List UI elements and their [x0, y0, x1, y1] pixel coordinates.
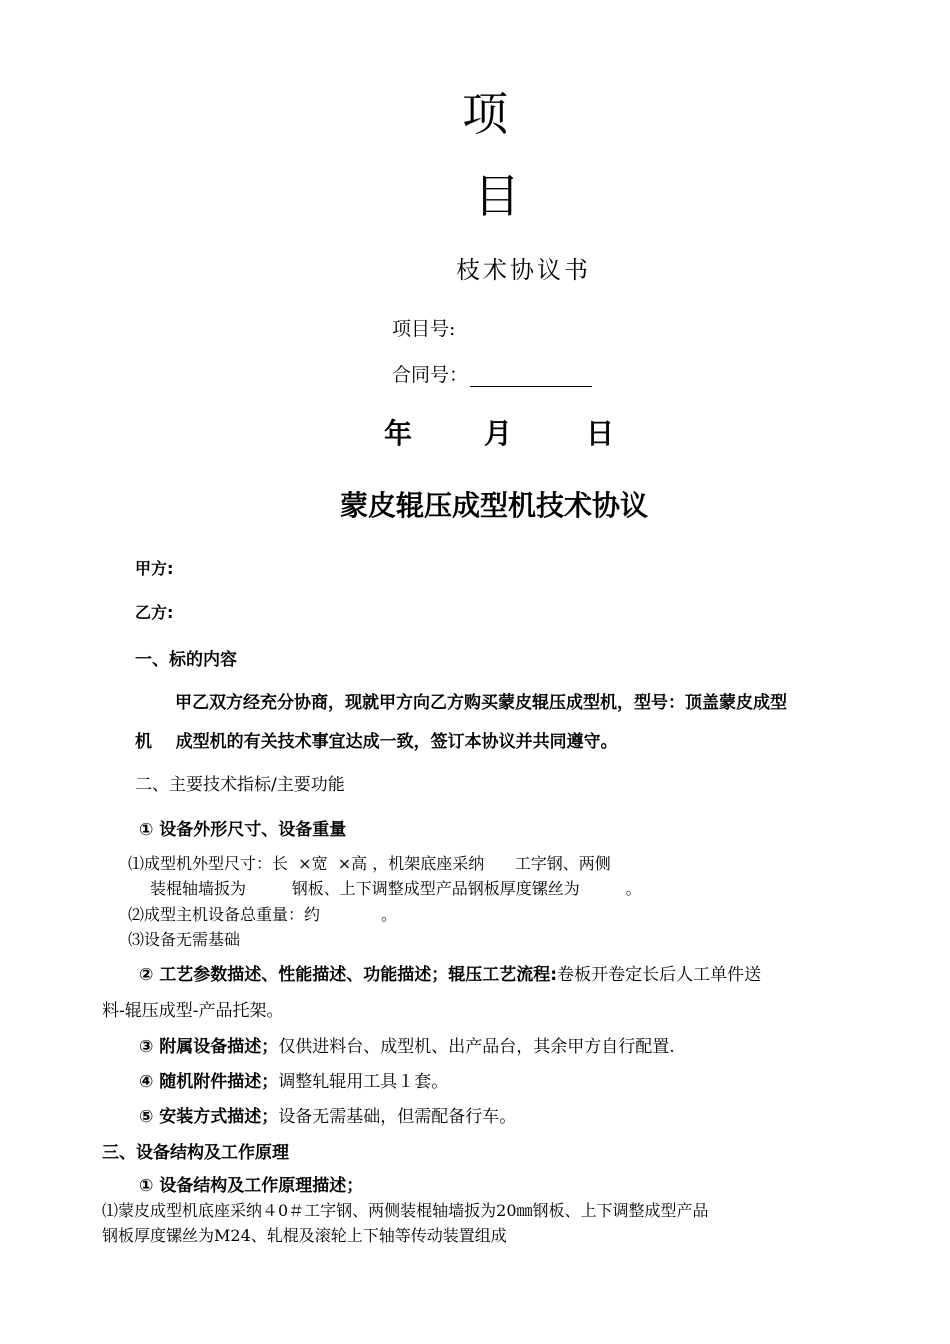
section3-line2: 钢板厚度镙丝为M24、轧棍及滚轮上下轴等传动装置组成 [102, 1226, 507, 1245]
section2-item2-label: ② 工艺参数描述、性能描述、功能描述；辊压工艺流程: [139, 965, 558, 985]
party-a-label: 甲方: [135, 559, 174, 578]
cover-title-char-2: 目 [474, 169, 520, 223]
section2-item3 [139, 1032, 675, 1057]
section1-heading: 一、标的内容 [135, 650, 237, 670]
section2-item1-line2: 装棍轴墙扳为 钢板、上下调整成型产品钢板厚度镙丝为 。 [150, 879, 642, 898]
contract-number-label: 合同号： [392, 364, 469, 386]
section2-item4 [139, 1067, 448, 1092]
section2-item2-continuation: 料-辊压成型-产品托架。 [102, 1001, 284, 1021]
party-b-label: 乙方: [135, 603, 174, 622]
contract-number-field [392, 360, 592, 387]
date-year: 年 [384, 417, 413, 450]
section2-item1-line1: ⑴成型机外型尺寸：长 ×宽 ×高 ，机架底座采纳 工字钢、两侧 [128, 854, 611, 873]
section2-item4-label: ④ 随机附件描述； [139, 1072, 279, 1092]
section2-item5 [139, 1102, 516, 1127]
section2-item2-text: 卷板开卷定长后人工单件送 [557, 965, 762, 985]
section1-paragraph-line2: 机 成型机的有关技术事宜达成一致，签订本协议并共同遵守。 [135, 732, 618, 752]
project-number-label: 项目号: [392, 318, 456, 340]
section2-item4-text: 调整轧辊用工具１套。 [278, 1072, 449, 1092]
section3-item1-heading: ① 设备结构及工作原理描述； [139, 1176, 364, 1196]
cover-title-char-1: 项 [462, 87, 508, 141]
section2-item3-label: ③ 附属设备描述； [139, 1037, 279, 1057]
section2-heading: 二、主要技术指标/主要功能 [135, 775, 345, 795]
section2-item5-label: ⑤ 安装方式描述； [139, 1107, 279, 1127]
document-title: 蒙皮辊压成型机技术协议 [340, 489, 649, 522]
section2-item5-text: 设备无需基础，但需配备行车。 [278, 1107, 517, 1127]
section2-item3-text: 仅供进料台、成型机、出产品台，其余甲方自行配置. [278, 1037, 675, 1057]
section3-heading: 三、设备结构及工作原理 [102, 1143, 289, 1163]
section3-line1: ⑴蒙皮成型机底座采纳４0＃工字钢、两侧装棍轴墙扳为20㎜钢板、上下调整成型产品 [102, 1201, 709, 1220]
date-month: 月 [484, 417, 513, 450]
cover-subtitle: 枝术协议书 [456, 256, 591, 284]
section2-item2 [139, 960, 761, 985]
contract-number-blank-line [470, 368, 592, 387]
section2-item1-line4: ⑶设备无需基础 [128, 930, 241, 949]
section1-paragraph-line1: 甲乙双方经充分协商，现就甲方向乙方购买蒙皮辊压成型机，型号：顶盖蒙皮成型 [175, 693, 787, 713]
section2-item1-line3: ⑵成型主机设备总重量：约 。 [128, 905, 398, 924]
section2-item1-heading: ① 设备外形尺寸、设备重量 [139, 820, 347, 840]
date-day: 日 [586, 417, 615, 450]
